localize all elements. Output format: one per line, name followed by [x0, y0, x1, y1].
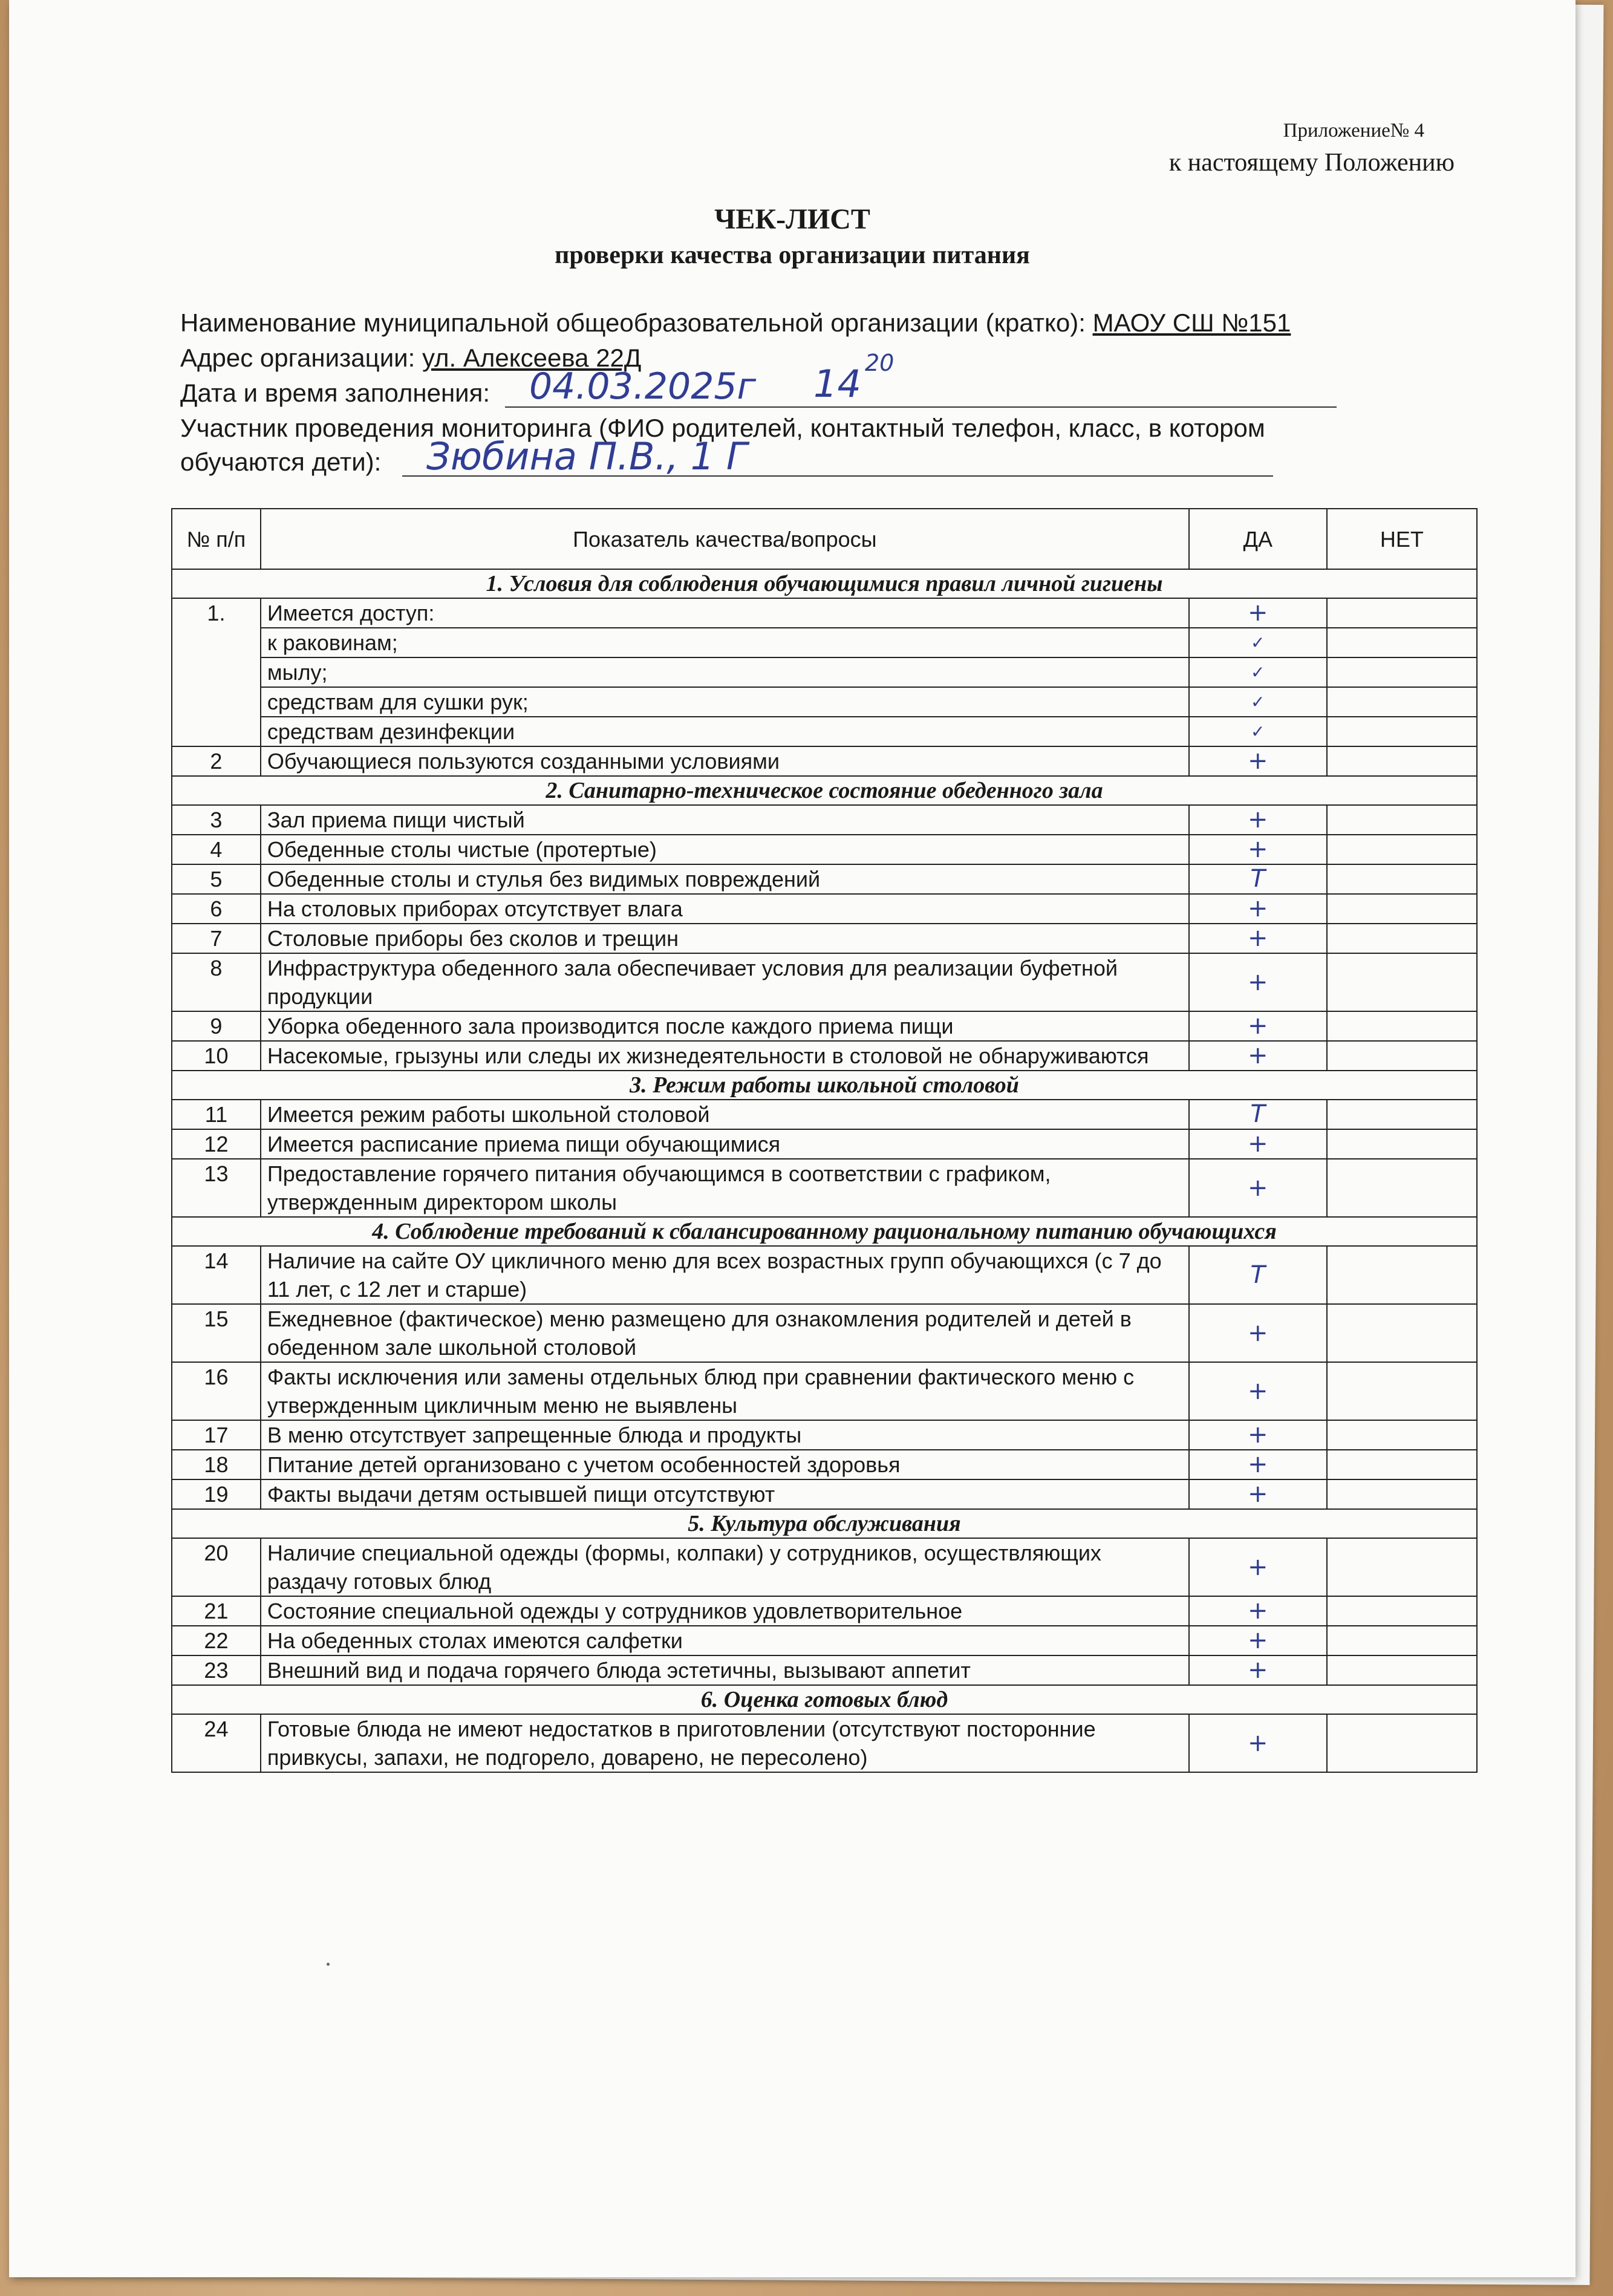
table-row: [172, 1129, 1477, 1159]
no-cell: [1327, 1420, 1477, 1450]
org-label: Наименование муниципальной общеобразовательной организации (кратко):: [180, 308, 1093, 337]
row-question: Обеденные столы чистые (протертые): [261, 835, 1189, 864]
row-question: Ежедневное (фактическое) меню размещено для ознакомления родителей и детей в обеденном зале школьной столовой: [261, 1304, 1189, 1362]
row-num: 19: [172, 1479, 261, 1509]
row-num: 2: [172, 746, 261, 776]
no-cell: [1327, 864, 1477, 894]
row-question: Факты исключения или замены отдельных блюд при сравнении фактического меню с утвержденным цикличным меню не выявлены: [261, 1362, 1189, 1420]
appendix-reference: к настоящему Положению: [1168, 149, 1455, 177]
check-mark: ✓: [1189, 657, 1327, 687]
row-num: 4: [172, 835, 261, 864]
row-question: Имеется доступ:: [261, 598, 1189, 628]
row-question: Имеется расписание приема пищи обучающимися: [261, 1129, 1189, 1159]
table-row: [172, 1246, 1477, 1304]
no-cell: [1327, 1626, 1477, 1655]
no-cell: [1327, 924, 1477, 953]
row-num: 22: [172, 1626, 261, 1655]
plus-mark: +: [1189, 805, 1327, 835]
plus-mark: +: [1189, 1011, 1327, 1041]
t-mark: T: [1189, 864, 1327, 894]
paper-speck: [327, 1963, 330, 1966]
row-num: 17: [172, 1420, 261, 1450]
participant-label: Участник проведения мониторинга (ФИО родителей, контактный телефон, класс, в котором: [180, 414, 1265, 442]
section-row-3: 3. Режим работы школьной столовой: [172, 1071, 1477, 1100]
no-cell: [1327, 1100, 1477, 1129]
plus-mark: +: [1189, 1420, 1327, 1450]
no-cell: [1327, 1479, 1477, 1509]
plus-mark: +: [1189, 1479, 1327, 1509]
no-cell: [1327, 1304, 1477, 1362]
plus-mark: +: [1189, 1450, 1327, 1479]
row-num: 18: [172, 1450, 261, 1479]
appendix-number: Приложение№ 4: [1283, 120, 1424, 142]
row-num: 6: [172, 894, 261, 924]
row-question: Инфраструктура обеденного зала обеспечивает условия для реализации буфетной продукции: [261, 953, 1189, 1011]
table-header-row: [172, 509, 1477, 569]
check-mark: ✓: [1189, 628, 1327, 657]
no-cell: [1327, 598, 1477, 628]
plus-mark: +: [1189, 835, 1327, 864]
datetime-label: Дата и время заполнения:: [180, 379, 490, 407]
table-row: [172, 657, 1477, 687]
table-row: [172, 835, 1477, 864]
row-num: 23: [172, 1655, 261, 1685]
plus-mark: +: [1189, 894, 1327, 924]
section-row-6: 6. Оценка готовых блюд: [172, 1685, 1477, 1714]
plus-mark: +: [1189, 1041, 1327, 1071]
row-question: Внешний вид и подача горячего блюда эстетичны, вызывают аппетит: [261, 1655, 1189, 1685]
table-row: [172, 805, 1477, 835]
row-num: 13: [172, 1159, 261, 1217]
row-num: 1.: [172, 598, 261, 746]
org-line: [180, 308, 1291, 338]
row-question: Наличие специальной одежды (формы, колпаки) у сотрудников, осуществляющих раздачу готовых блюд: [261, 1538, 1189, 1596]
table-row: [172, 1011, 1477, 1041]
row-question: Питание детей организовано с учетом особенностей здоровья: [261, 1450, 1189, 1479]
no-cell: [1327, 1011, 1477, 1041]
plus-mark: +: [1189, 1304, 1327, 1362]
table-row: [172, 1450, 1477, 1479]
plus-mark: +: [1189, 1655, 1327, 1685]
header-num: № п/п: [172, 509, 261, 569]
row-num: 21: [172, 1596, 261, 1626]
row-question: средствам дезинфекции: [261, 717, 1189, 746]
participant-line-2: [180, 448, 381, 477]
plus-mark: +: [1189, 924, 1327, 953]
no-cell: [1327, 953, 1477, 1011]
plus-mark: +: [1189, 953, 1327, 1011]
table-row: [172, 628, 1477, 657]
plus-mark: +: [1189, 1538, 1327, 1596]
no-cell: [1327, 805, 1477, 835]
no-cell: [1327, 1450, 1477, 1479]
table-row: [172, 1479, 1477, 1509]
no-cell: [1327, 1041, 1477, 1071]
header-no: НЕТ: [1327, 509, 1477, 569]
header-yes: ДА: [1189, 509, 1327, 569]
row-num: 5: [172, 864, 261, 894]
no-cell: [1327, 1246, 1477, 1304]
row-question: Уборка обеденного зала производится после каждого приема пищи: [261, 1011, 1189, 1041]
row-num: 12: [172, 1129, 261, 1159]
row-num: 8: [172, 953, 261, 1011]
document-subtitle: проверки качества организации питания: [555, 241, 1030, 269]
row-num: 7: [172, 924, 261, 953]
table-row: [172, 1714, 1477, 1772]
plus-mark: +: [1189, 746, 1327, 776]
org-value: МАОУ СШ №151: [1092, 308, 1291, 337]
row-question: На столовых приборах отсутствует влага: [261, 894, 1189, 924]
table-row: [172, 598, 1477, 628]
plus-mark: +: [1189, 1714, 1327, 1772]
no-cell: [1327, 657, 1477, 687]
no-cell: [1327, 1159, 1477, 1217]
table-row: [172, 1041, 1477, 1071]
row-question: Готовые блюда не имеют недостатков в приготовлении (отсутствуют посторонние привкусы, запахи, не подгорело, доварено, не пересолено): [261, 1714, 1189, 1772]
table-row: [172, 1304, 1477, 1362]
no-cell: [1327, 1714, 1477, 1772]
row-question: В меню отсутствует запрещенные блюда и продукты: [261, 1420, 1189, 1450]
no-cell: [1327, 1596, 1477, 1626]
table-row: [172, 894, 1477, 924]
address-value: ул. Алексеева 22Д: [422, 344, 642, 372]
row-question: Наличие на сайте ОУ цикличного меню для всех возрастных групп обучающихся (с 7 до 11 лет, с 12 лет и старше): [261, 1246, 1189, 1304]
table-row: [172, 717, 1477, 746]
table-row: [172, 687, 1477, 717]
no-cell: [1327, 746, 1477, 776]
document-title: ЧЕК-ЛИСТ: [714, 203, 870, 235]
plus-mark: +: [1189, 1626, 1327, 1655]
check-mark: ✓: [1189, 687, 1327, 717]
handwritten-time-minutes: 20: [865, 350, 894, 376]
participant-label-2: обучаются дети):: [180, 448, 382, 476]
no-cell: [1327, 1538, 1477, 1596]
no-cell: [1327, 1655, 1477, 1685]
table-row: [172, 1362, 1477, 1420]
check-mark: ✓: [1189, 717, 1327, 746]
row-num: 24: [172, 1714, 261, 1772]
plus-mark: +: [1189, 1362, 1327, 1420]
row-question: Обеденные столы и стулья без видимых повреждений: [261, 864, 1189, 894]
row-question: Факты выдачи детям остывшей пищи отсутствуют: [261, 1479, 1189, 1509]
plus-mark: +: [1189, 1596, 1327, 1626]
row-num: 3: [172, 805, 261, 835]
table-row: [172, 1100, 1477, 1129]
table-row: [172, 864, 1477, 894]
no-cell: [1327, 894, 1477, 924]
table-row: [172, 1626, 1477, 1655]
handwritten-participant: Зюбина П.В., 1 Г: [426, 434, 748, 478]
table-row: [172, 1420, 1477, 1450]
section-row-2: 2. Санитарно-техническое состояние обеденного зала: [172, 776, 1477, 805]
table-row: [172, 1596, 1477, 1626]
header-question: Показатель качества/вопросы: [261, 509, 1189, 569]
no-cell: [1327, 1129, 1477, 1159]
row-question: Имеется режим работы школьной столовой: [261, 1100, 1189, 1129]
row-question: Насекомые, грызуны или следы их жизнедеятельности в столовой не обнаруживаются: [261, 1041, 1189, 1071]
row-num: 15: [172, 1304, 261, 1362]
row-question: средствам для сушки рук;: [261, 687, 1189, 717]
row-question: На обеденных столах имеются салфетки: [261, 1626, 1189, 1655]
plus-mark: +: [1189, 1159, 1327, 1217]
row-num: 20: [172, 1538, 261, 1596]
table-row: [172, 1538, 1477, 1596]
row-num: 16: [172, 1362, 261, 1420]
row-question: Зал приема пищи чистый: [261, 805, 1189, 835]
row-question: мылу;: [261, 657, 1189, 687]
table-row: [172, 953, 1477, 1011]
address-label: Адрес организации:: [180, 344, 422, 372]
row-num: 14: [172, 1246, 261, 1304]
row-num: 9: [172, 1011, 261, 1041]
table-row: [172, 1655, 1477, 1685]
datetime-line: [180, 379, 490, 408]
no-cell: [1327, 717, 1477, 746]
checklist-table: [171, 508, 1478, 1773]
table-row: [172, 1159, 1477, 1217]
section-row-4: 4. Соблюдение требований к сбалансированному рациональному питанию обучающихся: [172, 1217, 1477, 1246]
table-row: [172, 746, 1477, 776]
t-mark: T: [1189, 1100, 1327, 1129]
table-row: [172, 924, 1477, 953]
plus-mark: +: [1189, 598, 1327, 628]
no-cell: [1327, 1362, 1477, 1420]
no-cell: [1327, 835, 1477, 864]
section-row-1: 1. Условия для соблюдения обучающимися правил личной гигиены: [172, 569, 1477, 598]
plus-mark: +: [1189, 1129, 1327, 1159]
row-question: Предоставление горячего питания обучающимся в соответствии с графиком, утвержденным директором школы: [261, 1159, 1189, 1217]
handwritten-time: 14: [813, 362, 861, 406]
handwritten-date: 04.03.2025г: [529, 365, 757, 408]
row-num: 11: [172, 1100, 261, 1129]
row-question: к раковинам;: [261, 628, 1189, 657]
row-question: Столовые приборы без сколов и трещин: [261, 924, 1189, 953]
row-question: Состояние специальной одежды у сотрудников удовлетворительное: [261, 1596, 1189, 1626]
row-num: 10: [172, 1041, 261, 1071]
no-cell: [1327, 687, 1477, 717]
t-mark: T: [1189, 1246, 1327, 1304]
section-row-5: 5. Культура обслуживания: [172, 1509, 1477, 1538]
no-cell: [1327, 628, 1477, 657]
row-question: Обучающиеся пользуются созданными условиями: [261, 746, 1189, 776]
